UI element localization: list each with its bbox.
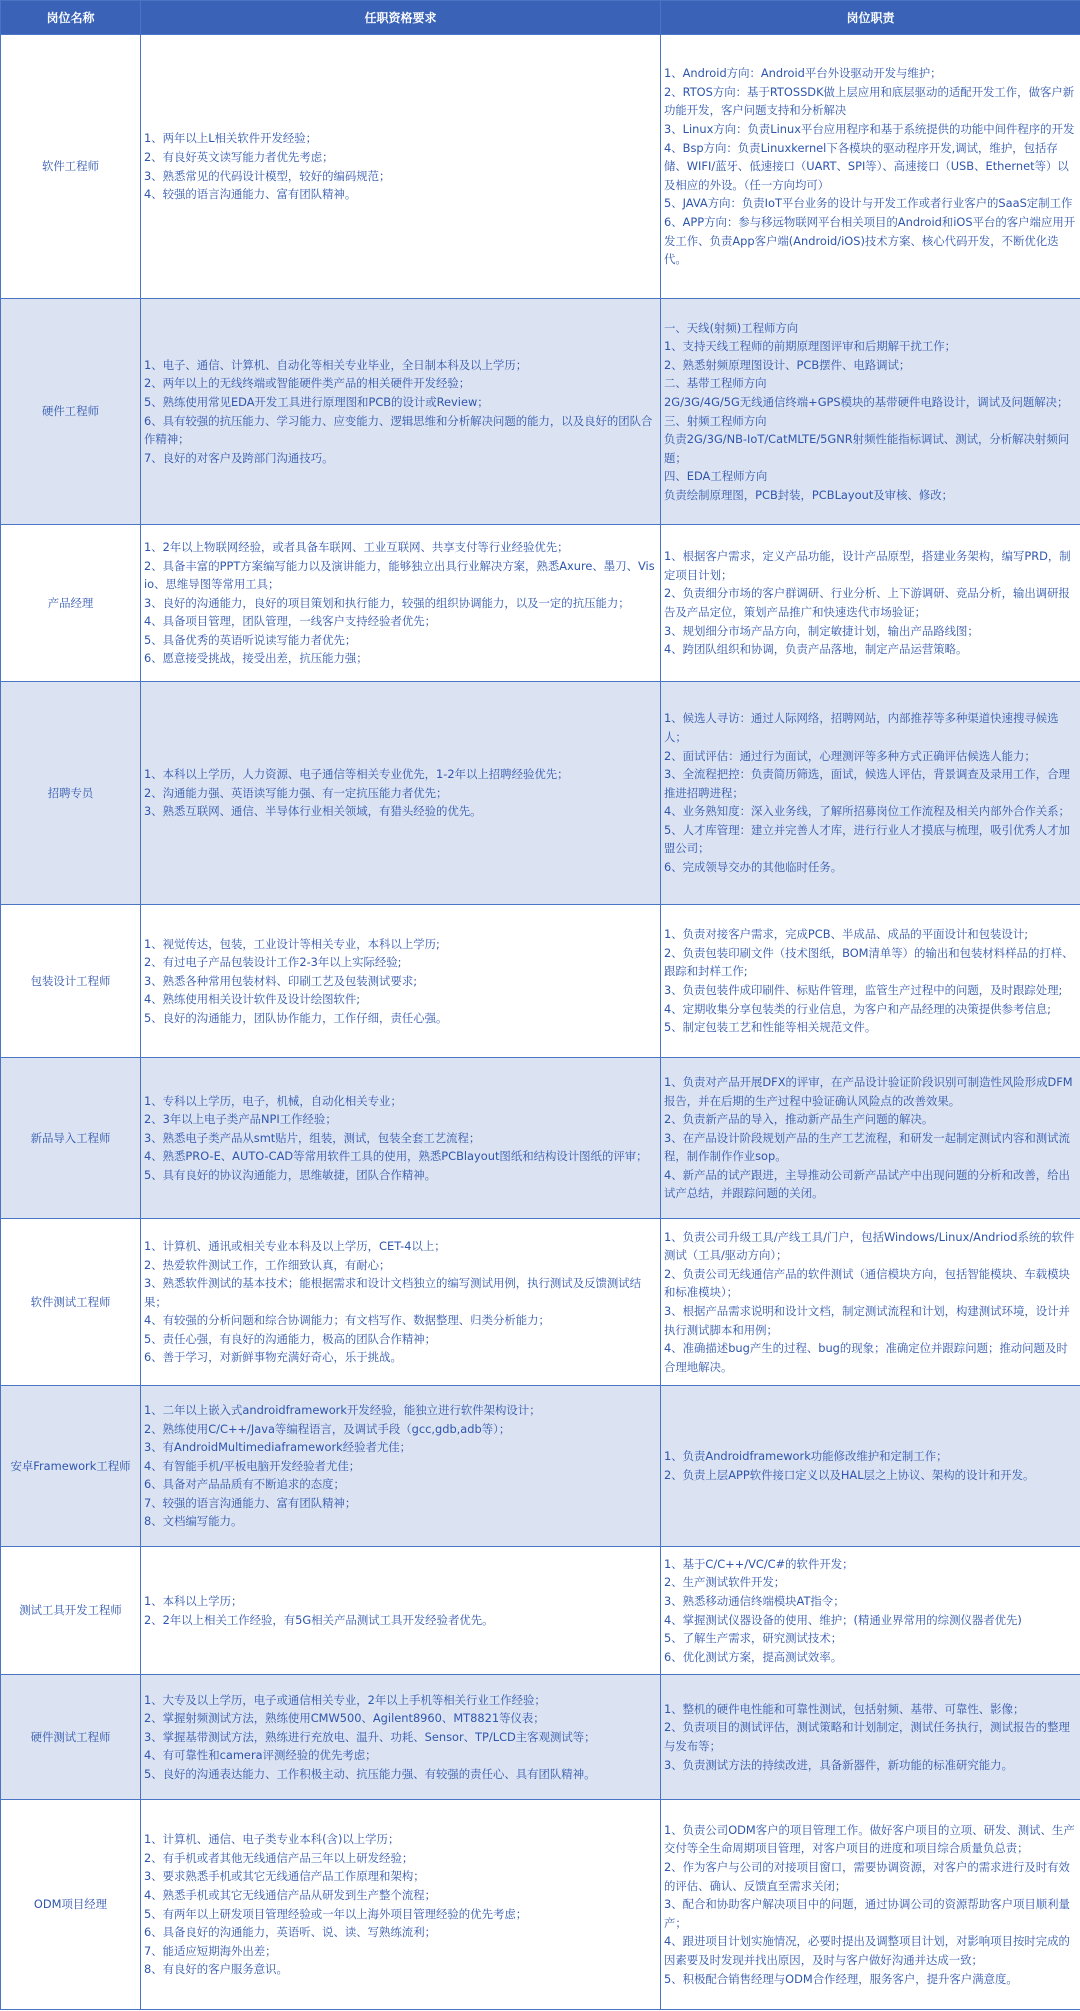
duty-line: 3、配合和协助客户解决项目中的问题，通过协调公司的资源帮助客户项目顺利量产； bbox=[664, 1897, 1070, 1930]
requirements-cell bbox=[141, 1800, 661, 2010]
requirement-line: 4、有可靠性和camera评测经验的优先考虑； bbox=[144, 1748, 377, 1763]
requirements-cell bbox=[141, 35, 661, 299]
duty-line: 5、JAVA方向：负责IoT平台业务的设计与开发工作或者行业客户的SaaS定制工作 bbox=[664, 196, 1073, 211]
requirements-cell bbox=[141, 1547, 661, 1675]
position-name: 软件测试工程师 bbox=[1, 1219, 141, 1386]
duty-line: 1、整机的硬件电性能和可靠性测试，包括射频、基带、可靠性、影像； bbox=[664, 1701, 1025, 1716]
duty-line: 3、Linux方向：负责Linux平台应用程序和基于系统提供的功能中间件程序的开发 bbox=[664, 122, 1075, 137]
requirement-line: 6、善于学习，对新鲜事物充满好奇心，乐于挑战。 bbox=[144, 1350, 402, 1365]
duties-cell bbox=[661, 1547, 1080, 1675]
requirement-line: 5、责任心强，有良好的沟通能力，极高的团队合作精神； bbox=[144, 1331, 437, 1346]
duties-cell bbox=[661, 1058, 1080, 1219]
duty-line: 2、RTOS方向：基于RTOSSDK做上层应用和底层驱动的适配开发工作，做客户新功能开发，客户问题支持和分析解决 bbox=[664, 84, 1075, 118]
requirement-line: 2、有良好英文读写能力者优先考虑； bbox=[144, 149, 334, 164]
requirement-line: 5、熟练使用常见EDA开发工具进行原理图和PCB的设计或Review； bbox=[144, 394, 489, 409]
requirement-line: 2、有手机或者其他无线通信产品三年以上研发经验； bbox=[144, 1850, 414, 1865]
position-name: 招聘专员 bbox=[1, 682, 141, 905]
duty-line: 1、负责公司升级工具/产线工具/门户，包括Windows/Linux/Andriod系统的软件测试（工具/驱动方向）； bbox=[664, 1229, 1075, 1263]
requirement-line: 2、热爱软件测试工作，工作细致认真，有耐心； bbox=[144, 1257, 391, 1272]
duty-line: 1、负责公司ODM客户的项目管理工作。做好客户项目的立项、研发、测试、生产交付等全生命周期项目管理，对客户项目的进度和项目综合质量负总责； bbox=[664, 1822, 1075, 1856]
table-row bbox=[1, 1675, 1080, 1800]
duty-line: 一、天线(射频)工程师方向 bbox=[664, 320, 799, 335]
duty-line: 三、射频工程师方向 bbox=[664, 413, 767, 428]
requirement-line: 1、专科以上学历，电子，机械，自动化相关专业； bbox=[144, 1093, 402, 1108]
requirements-cell bbox=[141, 905, 661, 1058]
position-name: 测试工具开发工程师 bbox=[1, 1547, 141, 1675]
duty-line: 3、根据产品需求说明和设计文档，制定测试流程和计划，构建测试环境，设计并执行测试脚本和用例； bbox=[664, 1304, 1070, 1337]
requirement-line: 1、视觉传达，包装，工业设计等相关专业，本科以上学历; bbox=[144, 936, 440, 951]
requirement-line: 1、大专及以上学历，电子或通信相关专业，2年以上手机等相关行业工作经验； bbox=[144, 1692, 546, 1707]
duty-line: 3、负责测试方法的持续改进，具备新器件，新功能的标准研究能力。 bbox=[664, 1757, 1013, 1772]
duty-line: 4、Bsp方向：负责Linuxkernel下各模块的驱动程序开发,调试，维护，包括存储、WIFI/蓝牙、低速接口（UART、SPI等）、高速接口（USB、Ethernet等）以及相应的外设。（任一方向均可） bbox=[664, 140, 1069, 192]
duties-cell bbox=[661, 1386, 1080, 1547]
requirement-line: 5、良好的沟通表达能力、工作积极主动、抗压能力强、有较强的责任心、具有团队精神。 bbox=[144, 1766, 596, 1781]
duty-line: 负责2G/3G/NB-IoT/CatMLTE/5GNR射频性能指标调试、测试，分析解决射频问题； bbox=[664, 432, 1070, 465]
duties-cell bbox=[661, 1219, 1080, 1386]
duty-line: 5、人才库管理：建立并完善人才库，进行行业人才摸底与梳理，吸引优秀人才加盟公司； bbox=[664, 822, 1070, 856]
requirement-line: 1、计算机、通信、电子类专业本科(含)以上学历； bbox=[144, 1832, 400, 1847]
duty-line: 5、了解生产需求，研究测试技术； bbox=[664, 1631, 843, 1646]
requirement-line: 3、熟悉软件测试的基本技术；能根据需求和设计文档独立的编写测试用例，执行测试及反馈测试结果； bbox=[144, 1276, 642, 1309]
duty-line: 4、跟进项目计划实施情况，必要时提出及调整项目计划，对影响项目按时完成的因素要及时发现并找出原因，及时与客户做好沟通并达成一致； bbox=[664, 1934, 1070, 1967]
requirement-line: 1、本科以上学历，人力资源、电子通信等相关专业优先，1-2年以上招聘经验优先； bbox=[144, 767, 569, 782]
requirement-line: 1、计算机、通讯或相关专业本科及以上学历，CET-4以上； bbox=[144, 1238, 446, 1253]
duty-line: 四、EDA工程师方向 bbox=[664, 469, 768, 484]
position-name: 安卓Framework工程师 bbox=[1, 1386, 141, 1547]
duties-cell bbox=[661, 682, 1080, 905]
table-header-row bbox=[1, 1, 1080, 35]
duties-cell bbox=[661, 1800, 1080, 2010]
duty-line: 2、负责项目的测试评估，测试策略和计划制定，测试任务执行，测试报告的整理与发布等； bbox=[664, 1720, 1070, 1753]
table-row bbox=[1, 1058, 1080, 1219]
position-name: ODM项目经理 bbox=[1, 1800, 141, 2010]
duty-line: 5、制定包装工艺和性能等相关规范文件。 bbox=[664, 1020, 877, 1035]
duty-line: 2、作为客户与公司的对接项目窗口，需要协调资源，对客户的需求进行及时有效的评估、确认、反馈直至需求关闭； bbox=[664, 1860, 1070, 1893]
requirement-line: 6、具备对产品品质有不断追求的态度； bbox=[144, 1477, 345, 1492]
duties-cell bbox=[661, 299, 1080, 525]
duty-line: 4、准确描述bug产生的过程、bug的现象；准确定位并跟踪问题；推动问题及时合理地解决。 bbox=[664, 1341, 1068, 1374]
duty-line: 6、APP方向：参与移远物联网平台相关项目的Android和iOS平台的客户端应用开发工作、负责App客户端(Android/iOS)技术方案、核心代码开发，不断优化迭代。 bbox=[664, 214, 1076, 267]
duty-line: 2、面试评估：通过行为面试，心理测评等多种方式正确评估候选人能力； bbox=[664, 748, 1036, 763]
duty-line: 二、基带工程师方向 bbox=[664, 376, 767, 391]
duty-line: 4、定期收集分享包装类的行业信息，为客户和产品经理的决策提供参考信息; bbox=[664, 1001, 1051, 1016]
duty-line: 3、规划细分市场产品方向，制定敏捷计划，输出产品路线图； bbox=[664, 623, 979, 638]
requirement-line: 6、愿意接受挑战，接受出差，抗压能力强； bbox=[144, 651, 368, 666]
requirements-cell bbox=[141, 1386, 661, 1547]
requirement-line: 6、具备良好的沟通能力，英语听、说、读、写熟练流利； bbox=[144, 1925, 437, 1940]
requirement-line: 3、良好的沟通能力，良好的项目策划和执行能力，较强的组织协调能力，以及一定的抗压能力； bbox=[144, 595, 630, 610]
position-name: 硬件测试工程师 bbox=[1, 1675, 141, 1800]
requirement-line: 1、二年以上嵌入式androidframework开发经验，能独立进行软件架构设计； bbox=[144, 1402, 541, 1417]
requirement-line: 1、2年以上物联网经验，或者具备车联网、工业互联网、共享支付等行业经验优先； bbox=[144, 539, 569, 554]
requirement-line: 2、具备丰富的PPT方案编写能力以及演讲能力，能够独立出具行业解决方案，熟悉Axure、墨刀、Visio、思维导图等常用工具； bbox=[144, 558, 655, 592]
requirement-line: 8、文档编写能力。 bbox=[144, 1514, 243, 1529]
duty-line: 1、负责对产品开展DFX的评审，在产品设计验证阶段识别可制造性风险形成DFM报告，并在后期的生产过程中验证确认风险点的改善效果。 bbox=[664, 1074, 1073, 1108]
duty-line: 2、负责新产品的导入，推动新产品生产问题的解决。 bbox=[664, 1112, 934, 1127]
requirements-cell bbox=[141, 682, 661, 905]
header-requirements: 任职资格要求 bbox=[141, 1, 661, 35]
duty-line: 1、基于C/C++/VC/C#的软件开发； bbox=[664, 1556, 854, 1571]
requirement-line: 2、2年以上相关工作经验，有5G相关产品测试工具开发经验者优先。 bbox=[144, 1612, 494, 1627]
requirement-line: 3、掌握基带测试方法，熟练进行充放电、温升、功耗、Sensor、TP/LCD主客观测试等； bbox=[144, 1729, 596, 1744]
duty-line: 2、负责细分市场的客户群调研、行业分析、上下游调研、竞品分析，输出调研报告及产品定位，策划产品推广和快速迭代市场验证； bbox=[664, 586, 1070, 619]
duty-line: 4、业务熟知度：深入业务线，了解所招募岗位工作流程及相关内部外合作关系； bbox=[664, 804, 1070, 819]
requirement-line: 4、熟练使用相关设计软件及设计绘图软件; bbox=[144, 992, 361, 1007]
duties-cell bbox=[661, 525, 1080, 682]
duty-line: 2、负责包装印刷文件（技术图纸，BOM清单等）的输出和包装材料样品的打样、跟踪和封样工作; bbox=[664, 945, 1074, 979]
requirement-line: 2、两年以上的无线终端或智能硬件类产品的相关硬件开发经验； bbox=[144, 376, 471, 391]
position-name: 包装设计工程师 bbox=[1, 905, 141, 1058]
duties-cell bbox=[661, 35, 1080, 299]
duty-line: 1、负责对接客户需求，完成PCB、半成品、成品的平面设计和包装设计; bbox=[664, 927, 1029, 942]
position-name: 软件工程师 bbox=[1, 35, 141, 299]
duty-line: 2、生产测试软件开发； bbox=[664, 1575, 786, 1590]
requirement-line: 3、熟悉电子类产品从smt贴片，组装，测试，包装全套工艺流程； bbox=[144, 1130, 481, 1145]
duty-line: 3、全流程把控：负责简历筛选，面试，候选人评估，背景调查及录用工作，合理推进招聘进程； bbox=[664, 767, 1070, 800]
table-row bbox=[1, 1800, 1080, 2010]
table-body bbox=[1, 35, 1080, 2010]
position-name: 产品经理 bbox=[1, 525, 141, 682]
position-name: 硬件工程师 bbox=[1, 299, 141, 525]
table-row bbox=[1, 905, 1080, 1058]
header-duties: 岗位职责 bbox=[661, 1, 1080, 35]
requirements-cell bbox=[141, 1058, 661, 1219]
requirement-line: 2、熟练使用C/C++/Java等编程语言，及调试手段（gcc,gdb,adb等）； bbox=[144, 1421, 511, 1436]
requirement-line: 2、3年以上电子类产品NPI工作经验； bbox=[144, 1112, 337, 1127]
table-row bbox=[1, 1547, 1080, 1675]
requirement-line: 2、掌握射频测试方法，熟练使用CMW500、Agilent8960、MT8821等仪表； bbox=[144, 1711, 545, 1726]
duty-line: 4、跨团队组织和协调，负责产品落地，制定产品运营策略。 bbox=[664, 642, 968, 657]
requirements-cell bbox=[141, 299, 661, 525]
duty-line: 1、支持天线工程师的前期原理图评审和后期解干扰工作； bbox=[664, 339, 957, 354]
duties-cell bbox=[661, 1675, 1080, 1800]
table-row bbox=[1, 525, 1080, 682]
duty-line: 4、掌握测试仪器设备的使用、维护；(精通业界常用的综测仪器者优先) bbox=[664, 1612, 1022, 1627]
duty-line: 负责绘制原理图，PCB封装，PCBLayout及审核、修改； bbox=[664, 487, 954, 502]
requirement-line: 7、能适应短期海外出差； bbox=[144, 1943, 277, 1958]
duty-line: 2、负责上层APP软件接口定义以及HAL层之上协议、架构的设计和开发。 bbox=[664, 1468, 1035, 1482]
requirement-line: 5、具备优秀的英语听说读写能力者优先； bbox=[144, 632, 357, 647]
header-position-name: 岗位名称 bbox=[1, 1, 141, 35]
requirement-line: 5、良好的沟通能力，团队协作能力，工作仔细，责任心强。 bbox=[144, 1010, 448, 1025]
duty-line: 2G/3G/4G/5G无线通信终端+GPS模块的基带硬件电路设计，调试及问题解决； bbox=[664, 394, 1069, 409]
table-row bbox=[1, 299, 1080, 525]
duty-line: 1、Android方向：Android平台外设驱动开发与维护； bbox=[664, 66, 942, 81]
table-row bbox=[1, 682, 1080, 905]
requirements-cell bbox=[141, 1675, 661, 1800]
requirement-line: 7、良好的对客户及跨部门沟通技巧。 bbox=[144, 450, 334, 465]
requirement-line: 2、沟通能力强、英语读写能力强、有一定抗压能力者优先； bbox=[144, 785, 448, 800]
requirement-line: 7、较强的语言沟通能力、富有团队精神； bbox=[144, 1495, 357, 1510]
duty-line: 2、负责公司无线通信产品的软件测试（通信模块方向，包括智能模块、车载模块和标准模块）； bbox=[664, 1266, 1070, 1300]
requirement-line: 4、熟悉手机或其它无线通信产品从研发到生产整个流程； bbox=[144, 1887, 437, 1902]
duty-line: 3、在产品设计阶段规划产品的生产工艺流程，和研发一起制定测试内容和测试流程，制作制作作业sop。 bbox=[664, 1130, 1070, 1164]
duty-line: 5、积极配合销售经理与ODM合作经理，服务客户，提升客户满意度。 bbox=[664, 1971, 1018, 1986]
table-row bbox=[1, 1219, 1080, 1386]
duty-line: 3、负责包装件成印刷件、标贴件管理，监管生产过程中的问题，及时跟踪处理; bbox=[664, 983, 1063, 997]
requirement-line: 3、熟悉互联网、通信、半导体行业相关领域，有猎头经验的优先。 bbox=[144, 804, 482, 819]
position-name: 新品导入工程师 bbox=[1, 1058, 141, 1219]
requirement-line: 4、较强的语言沟通能力、富有团队精神。 bbox=[144, 187, 357, 202]
requirements-cell bbox=[141, 525, 661, 682]
requirement-line: 4、熟悉PRO-E、AUTO-CAD等常用软件工具的使用，熟悉PCBlayout图纸和结构设计图纸的评审； bbox=[144, 1149, 648, 1164]
duty-line: 6、完成领导交办的其他临时任务。 bbox=[664, 860, 843, 875]
requirement-line: 6、具有较强的抗压能力、学习能力、应变能力、逻辑思维和分析解决问题的能力，以及良好的团队合作精神； bbox=[144, 413, 653, 447]
duty-line: 1、根据客户需求，定义产品功能，设计产品原型，搭建业务架构，编写PRD，制定项目计划； bbox=[664, 549, 1071, 582]
requirement-line: 5、有两年以上研发项目管理经验或一年以上海外项目管理经验的优先考虑； bbox=[144, 1906, 528, 1921]
duty-line: 3、熟悉移动通信终端模块AT指令； bbox=[664, 1593, 845, 1608]
duty-line: 4、新产品的试产跟进，主导推动公司新产品试产中出现问题的分析和改善，给出试产总结，并跟踪问题的关闭。 bbox=[664, 1167, 1070, 1201]
requirement-line: 1、电子、通信、计算机、自动化等相关专业毕业，全日制本科及以上学历； bbox=[144, 357, 528, 372]
requirements-cell bbox=[141, 1219, 661, 1386]
table-row bbox=[1, 35, 1080, 299]
requirement-line: 4、有较强的分析问题和综合协调能力；有文档写作、数据整理、归类分析能力； bbox=[144, 1313, 550, 1328]
requirement-line: 2、有过电子产品包装设计工作2-3年以上实际经验; bbox=[144, 955, 402, 970]
duty-line: 6、优化测试方案，提高测试效率。 bbox=[664, 1649, 843, 1664]
duty-line: 1、负责Androidframework功能修改维护和定制工作； bbox=[664, 1449, 948, 1464]
requirement-line: 1、本科以上学历； bbox=[144, 1593, 243, 1608]
requirement-line: 1、两年以上L相关软件开发经验； bbox=[144, 131, 318, 146]
requirement-line: 8、有良好的客户服务意识。 bbox=[144, 1962, 288, 1977]
duty-line: 1、候选人寻访：通过人际网络，招聘网站，内部推荐等多种渠道快速搜寻候选人； bbox=[664, 711, 1059, 744]
requirement-line: 4、有智能手机/平板电脑开发经验者尤佳； bbox=[144, 1458, 361, 1473]
requirement-line: 3、有AndroidMultimediaframework经验者尤佳； bbox=[144, 1440, 412, 1455]
requirement-line: 4、具备项目管理，团队管理，一线客户支持经验者优先； bbox=[144, 614, 437, 629]
table-row bbox=[1, 1386, 1080, 1547]
duties-cell bbox=[661, 905, 1080, 1058]
requirement-line: 3、要求熟悉手机或其它无线通信产品工作原理和架构； bbox=[144, 1869, 425, 1884]
requirement-line: 5、具有良好的协议沟通能力，思维敏捷，团队合作精神。 bbox=[144, 1167, 437, 1182]
requirement-line: 3、熟悉常见的代码设计模型，较好的编码规范； bbox=[144, 168, 391, 183]
duty-line: 2、熟悉射频原理图设计、PCB摆件、电路调试； bbox=[664, 357, 911, 372]
requirement-line: 3、熟悉各种常用包装材料、印刷工艺及包装测试要求; bbox=[144, 973, 418, 988]
